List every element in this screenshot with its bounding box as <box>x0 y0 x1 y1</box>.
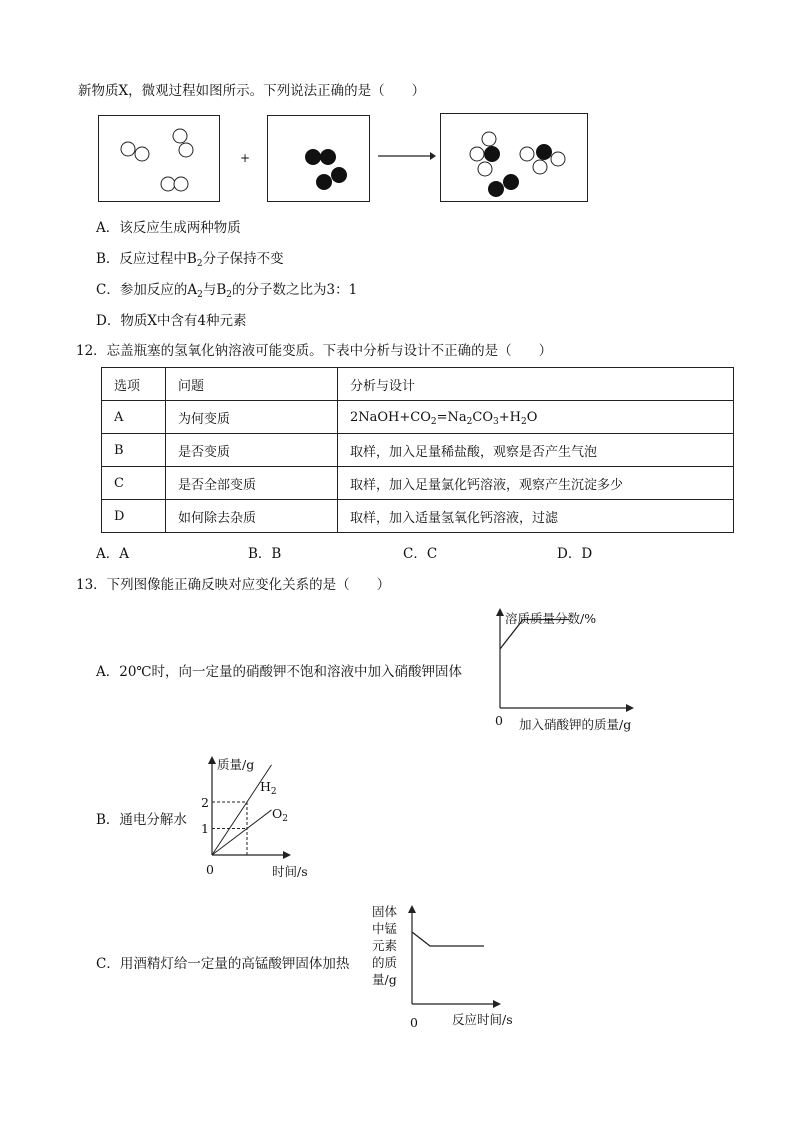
chart-c-x-arrow <box>493 1000 501 1008</box>
chart-b-tick-1: 1 <box>201 821 209 836</box>
row-option: C <box>102 467 166 500</box>
row-option: D <box>102 500 166 533</box>
q11-option-a[interactable]: A．该反应生成两种物质 <box>96 220 241 236</box>
q12-table <box>101 367 734 533</box>
q11-c-pre: C．参加反应的A <box>96 282 198 298</box>
chart-a-x-arrow <box>626 704 634 712</box>
table-row <box>102 401 734 434</box>
chart-b-y-arrow <box>208 756 216 764</box>
eq-p5: O <box>526 409 538 425</box>
q11-option-d[interactable]: D．物质X中含有4种元素 <box>96 313 247 329</box>
h2-base: H <box>260 779 271 794</box>
chart-b-x-arrow <box>283 851 291 859</box>
q12-answer-b[interactable]: B．B <box>248 546 282 562</box>
header-question: 问题 <box>166 368 338 401</box>
chart-b-tick-2: 2 <box>201 795 209 810</box>
row-question: 如何除去杂质 <box>166 500 338 533</box>
q11-c-post: 的分子数之比为3：1 <box>231 282 358 298</box>
plus-sign: + <box>240 151 251 165</box>
chart-c-ylabel-line: 中锰 <box>372 921 398 936</box>
q12-stem: 12．忘盖瓶塞的氢氧化钠溶液可能变质。下表中分析与设计不正确的是（ ） <box>76 343 553 359</box>
chart-a-origin: 0 <box>495 713 503 728</box>
chart-c-line <box>412 932 484 946</box>
header-option: 选项 <box>102 368 166 401</box>
q11-b-post: 分子保持不变 <box>202 251 284 267</box>
table-row <box>102 434 734 467</box>
row-design: 取样，加入适量氢氧化钙溶液，过滤 <box>338 500 734 533</box>
chart-c-ylabel-line: 固体 <box>372 904 398 919</box>
eq-p3: CO <box>472 409 493 425</box>
chart-b-h2-label <box>260 779 277 797</box>
chart-b-series-o2 <box>212 810 272 855</box>
eq-p4: +H <box>498 409 521 425</box>
b2-molecules-diagram <box>268 116 369 201</box>
eq-s1: 2 <box>430 416 437 427</box>
reaction-arrow <box>378 150 438 162</box>
chart-c-ylabel <box>372 903 397 988</box>
q12-answer-a[interactable]: A．A <box>96 546 129 562</box>
chart-c <box>403 905 513 1010</box>
row-option: B <box>102 434 166 467</box>
o2-sub: 2 <box>282 814 288 824</box>
row-question: 为何变质 <box>166 401 338 434</box>
row-question: 是否全部变质 <box>166 467 338 500</box>
q13-stem: 13．下列图像能正确反映对应变化关系的是（ ） <box>76 577 391 593</box>
q11-b-sub: 2 <box>196 259 203 269</box>
q11-b-pre: B．反应过程中B <box>96 251 197 267</box>
chart-b-o2-label <box>272 806 288 824</box>
eq-p1: 2NaOH+CO <box>350 409 431 425</box>
table-header-row <box>102 368 734 401</box>
q12-answer-c[interactable]: C．C <box>403 546 438 562</box>
q11-option-b[interactable] <box>96 251 284 269</box>
reactant-a2-box <box>98 115 220 202</box>
chart-c-ylabel-line: 元素 <box>372 938 398 953</box>
chart-a-xlabel: 加入硝酸钾的质量/g <box>519 717 632 732</box>
table-row <box>102 500 734 533</box>
product-molecules-diagram <box>441 114 587 201</box>
chart-a-ylabel: 溶质质量分数/% <box>505 611 597 626</box>
chart-a-y-arrow <box>496 608 504 616</box>
q13-option-c[interactable]: C．用酒精灯给一定量的高锰酸钾固体加热 <box>96 956 350 972</box>
q11-intro: 新物质X，微观过程如图所示。下列说法正确的是（ ） <box>78 83 426 99</box>
q11-option-c[interactable] <box>96 282 357 300</box>
chart-c-ylabel-line: 的质 <box>372 955 398 970</box>
row-question: 是否变质 <box>166 434 338 467</box>
chart-b-ylabel: 质量/g <box>217 757 255 772</box>
eq-s3: 3 <box>493 416 499 427</box>
eq-s2: 2 <box>466 416 473 427</box>
chart-c-ylabel-line: 量/g <box>372 972 397 987</box>
header-design: 分析与设计 <box>338 368 734 401</box>
reactant-b2-box <box>267 115 370 202</box>
a2-molecules-diagram <box>99 116 219 201</box>
o2-base: O <box>272 806 283 821</box>
product-box <box>440 113 588 202</box>
row-design-equation <box>338 401 734 434</box>
chart-c-origin: 0 <box>410 1015 418 1030</box>
chart-c-y-arrow <box>408 905 416 913</box>
chart-c-xlabel: 反应时间/s <box>452 1012 513 1027</box>
row-design: 取样，加入足量氯化钙溶液，观察产生沉淀多少 <box>338 467 734 500</box>
q13-option-b[interactable]: B．通电分解水 <box>96 812 187 828</box>
q11-c-sub2: 2 <box>226 290 232 300</box>
row-option: A <box>102 401 166 434</box>
eq-s4: 2 <box>520 416 527 427</box>
q11-c-sub1: 2 <box>197 290 203 300</box>
table-row <box>102 467 734 500</box>
q12-answer-d[interactable]: D．D <box>557 546 593 562</box>
row-design: 取样，加入足量稀盐酸，观察是否产生气泡 <box>338 434 734 467</box>
q11-c-mid: 与B <box>202 282 227 298</box>
eq-p2: =Na <box>436 409 467 425</box>
chart-b-xlabel: 时间/s <box>272 864 308 879</box>
chart-b-origin: 0 <box>206 862 214 877</box>
q13-option-a[interactable]: A．20℃时，向一定量的硝酸钾不饱和溶液中加入硝酸钾固体 <box>96 664 463 680</box>
h2-sub: 2 <box>270 787 277 797</box>
